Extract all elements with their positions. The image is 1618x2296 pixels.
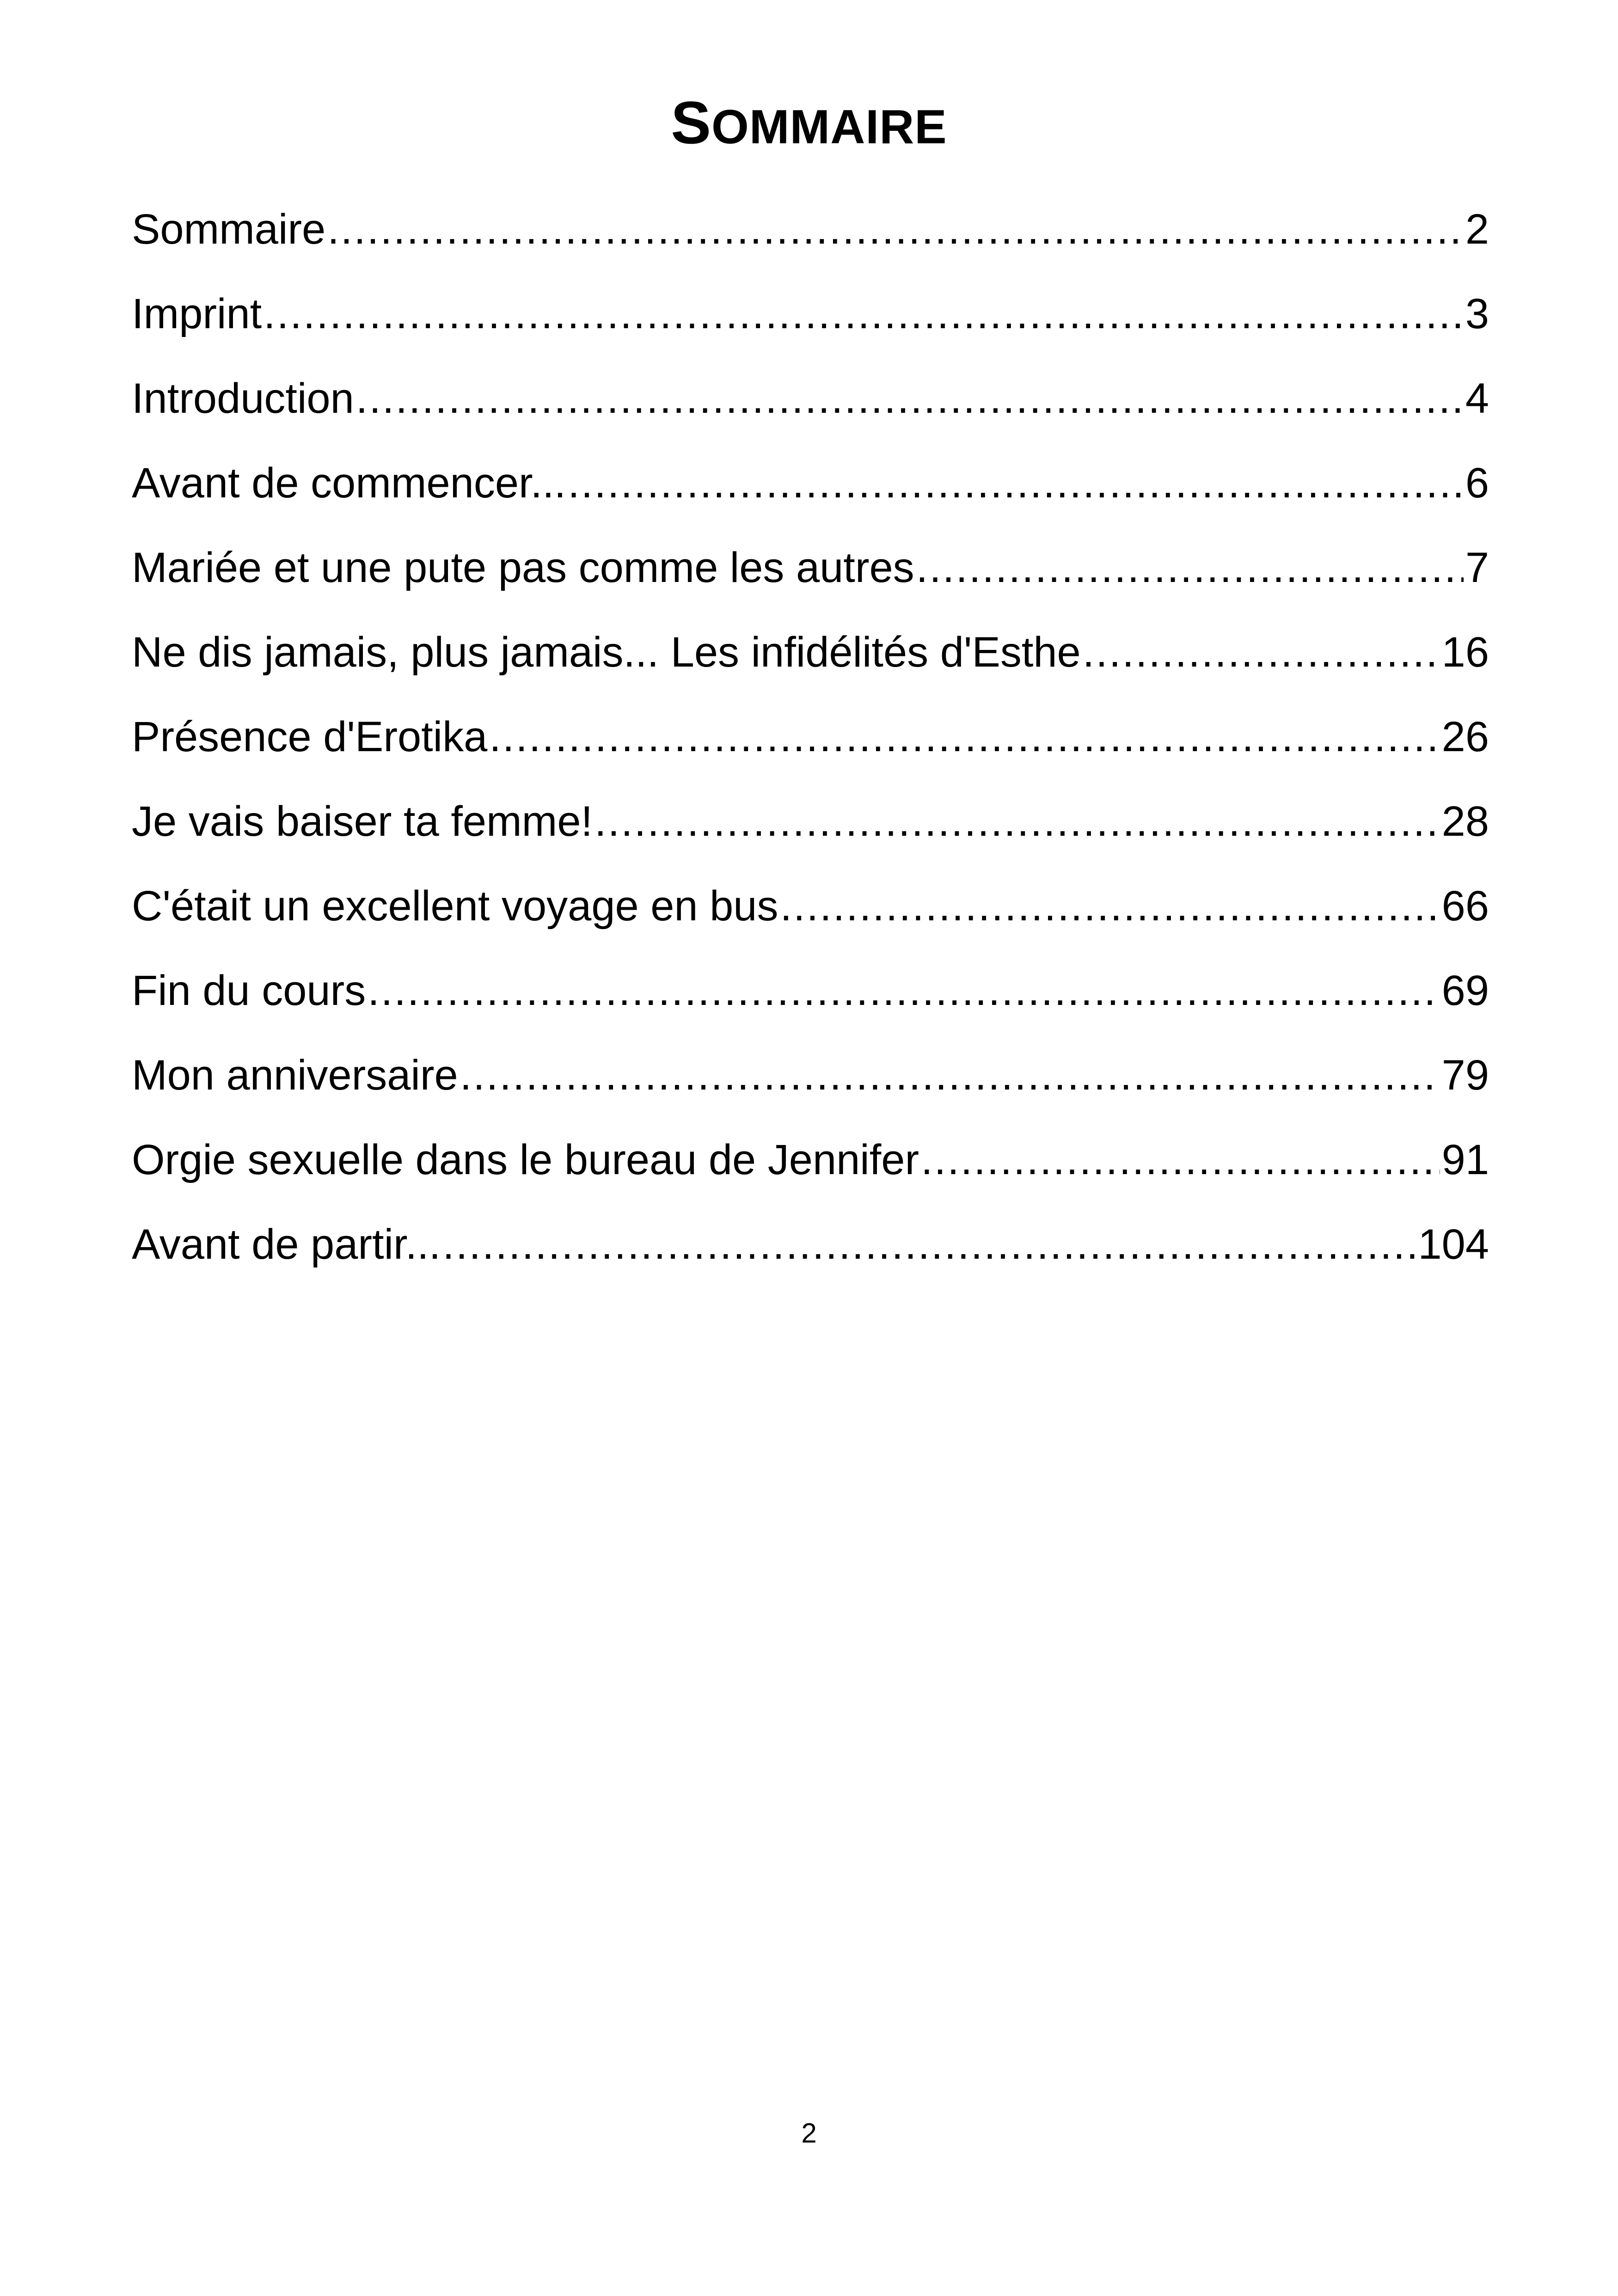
toc-entry-page: 69 — [1441, 967, 1489, 1014]
toc-entry-label: Orgie sexuelle dans le bureau de Jennifer — [132, 1136, 919, 1183]
toc-entry-page: 3 — [1465, 290, 1489, 337]
toc-entry-label: Avant de partir... — [132, 1221, 441, 1268]
toc-entry-page: 7 — [1465, 544, 1489, 591]
toc-entry-page: 2 — [1465, 206, 1489, 253]
toc-entry-voyage-en-bus[interactable] — [132, 874, 1489, 958]
toc-dot-leader — [780, 874, 1440, 938]
toc-entry-page: 6 — [1465, 459, 1489, 507]
toc-entry-page: 26 — [1441, 713, 1489, 760]
page-title-initial: S — [671, 89, 712, 156]
toc-dot-leader — [921, 1127, 1440, 1192]
toc-dot-leader — [916, 535, 1464, 600]
toc-entry-page: 79 — [1441, 1052, 1489, 1099]
toc-entry-page: 104 — [1418, 1221, 1489, 1268]
toc-entry-label: Avant de commencer... — [132, 459, 566, 507]
toc-dot-leader — [489, 704, 1440, 769]
toc-dot-leader — [368, 958, 1440, 1023]
toc-entry-page: 66 — [1441, 882, 1489, 930]
toc-entry-avant-de-partir[interactable] — [132, 1212, 1489, 1297]
toc-dot-leader — [594, 789, 1440, 854]
toc-entry-page: 28 — [1441, 798, 1489, 845]
toc-entry-page: 91 — [1441, 1136, 1489, 1183]
toc-entry-label: Ne dis jamais, plus jamais... Les infidélités d'Esthe — [132, 629, 1081, 676]
toc-entry-presence-derotika[interactable] — [132, 704, 1489, 789]
toc-dot-leader — [327, 197, 1464, 262]
toc-dot-leader — [264, 282, 1464, 346]
toc-dot-leader — [568, 451, 1464, 515]
toc-entry-introduction[interactable] — [132, 366, 1489, 451]
toc-entry-label: Mariée et une pute pas comme les autres — [132, 544, 914, 591]
toc-dot-leader — [356, 366, 1464, 431]
toc-entry-je-vais-baiser[interactable] — [132, 789, 1489, 874]
toc-entry-label: Introduction — [132, 375, 354, 422]
toc-entry-imprint[interactable] — [132, 282, 1489, 366]
page-number: 2 — [801, 2118, 817, 2149]
toc-dot-leader — [460, 1043, 1440, 1108]
toc-entry-ne-dis-jamais[interactable] — [132, 620, 1489, 704]
toc-entry-label: C'était un excellent voyage en bus — [132, 882, 778, 930]
toc-entry-label: Fin du cours — [132, 967, 366, 1014]
toc-entry-mon-anniversaire[interactable] — [132, 1043, 1489, 1127]
toc-entry-label: Sommaire — [132, 206, 326, 253]
toc-entry-label: Mon anniversaire — [132, 1052, 458, 1099]
toc-entry-fin-du-cours[interactable] — [132, 958, 1489, 1043]
page-title-rest: OMMAIRE — [711, 100, 947, 154]
toc-entry-sommaire[interactable] — [132, 197, 1489, 282]
toc-entry-mariee[interactable] — [132, 535, 1489, 620]
table-of-contents — [132, 197, 1489, 1297]
toc-entry-label: Présence d'Erotika — [132, 713, 488, 760]
toc-entry-orgie-sexuelle[interactable] — [132, 1127, 1489, 1212]
toc-dot-leader — [442, 1212, 1416, 1277]
toc-entry-avant-de-commencer[interactable] — [132, 451, 1489, 535]
toc-entry-label: Je vais baiser ta femme! — [132, 798, 593, 845]
toc-dot-leader — [1083, 620, 1440, 685]
page-title — [0, 88, 1618, 162]
toc-entry-page: 4 — [1465, 375, 1489, 422]
toc-entry-page: 16 — [1441, 629, 1489, 676]
toc-entry-label: Imprint — [132, 290, 262, 337]
